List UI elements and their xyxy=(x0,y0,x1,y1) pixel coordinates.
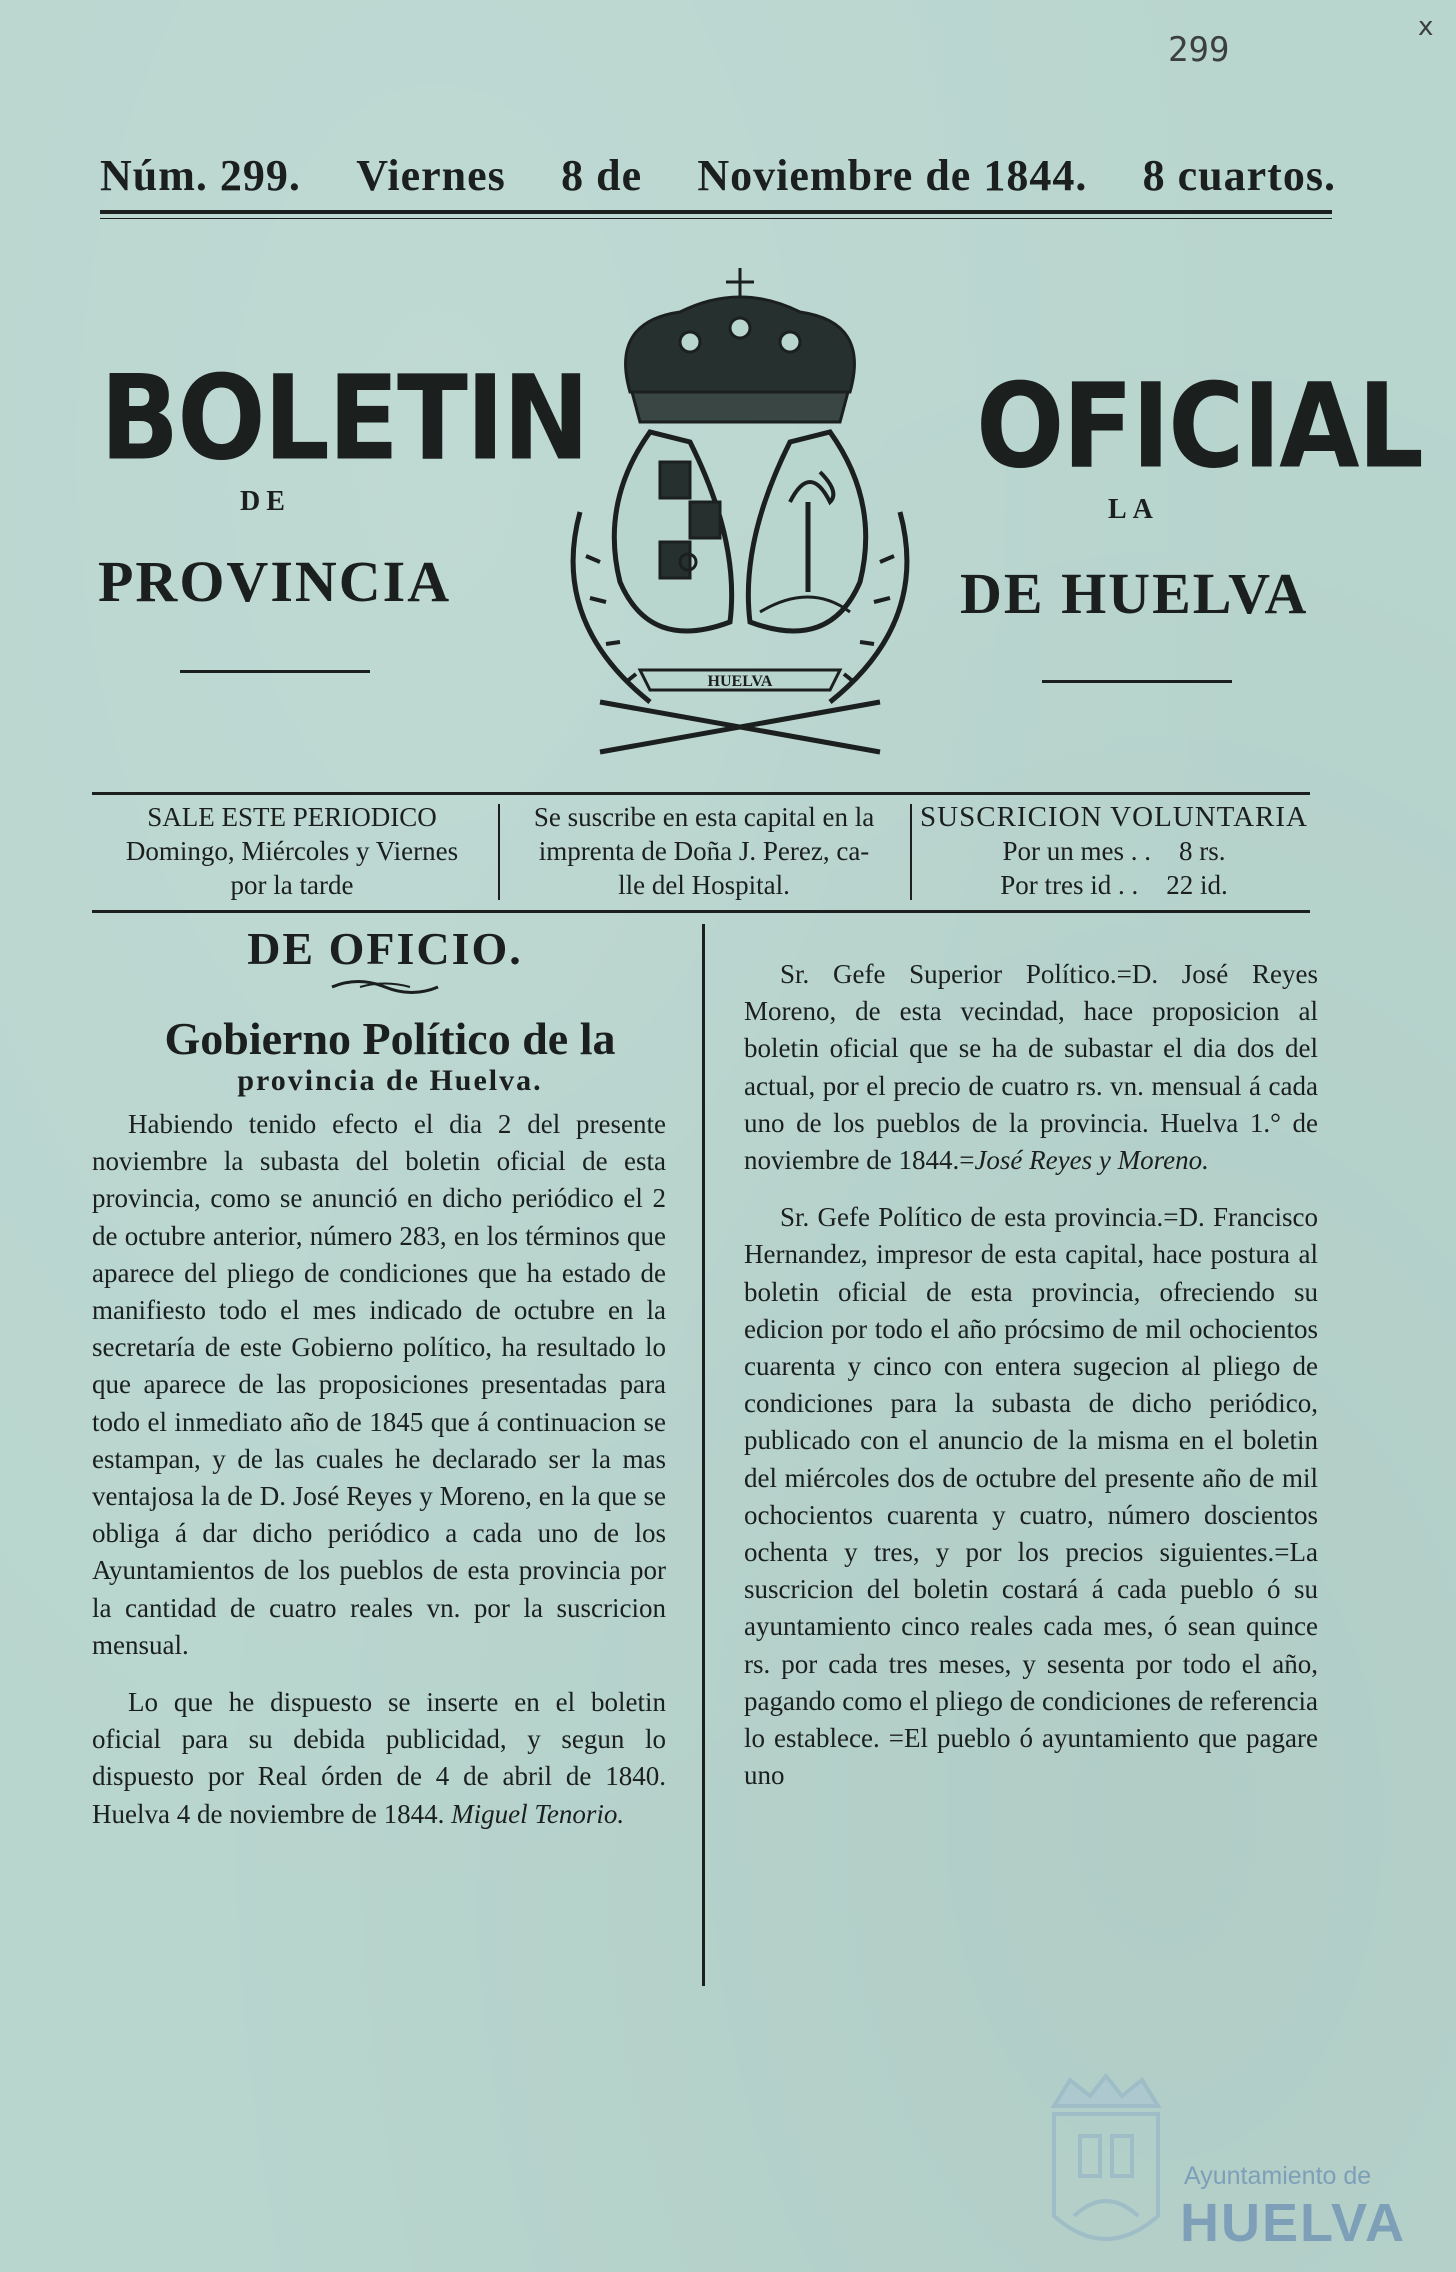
info-divider-1 xyxy=(498,804,500,900)
voluntary-line-2 xyxy=(916,868,1312,902)
masthead-la: LA xyxy=(1108,494,1159,525)
issue-month-year: Noviembre de 1844. xyxy=(697,151,1088,200)
voluntary-line-1 xyxy=(916,834,1312,868)
section-title: DE OFICIO. xyxy=(247,923,523,974)
watermark-line-1: Ayuntamiento de xyxy=(1184,2162,1372,2190)
schedule-line-2: Domingo, Miércoles y Viernes xyxy=(125,836,459,866)
column-divider xyxy=(702,924,705,1986)
masthead-rule-left xyxy=(180,670,370,673)
schedule-line-1: SALE ESTE PERIODICO xyxy=(147,802,437,832)
issue-price: 8 cuartos. xyxy=(1142,151,1336,200)
subscribe-line-2: imprenta de Doña J. Perez, ca- xyxy=(538,836,870,866)
voluntary-line-1-value: 8 rs. xyxy=(1179,836,1226,866)
subscribe-box xyxy=(504,800,904,902)
masthead-de: DE xyxy=(240,486,291,517)
watermark-line-2: HUELVA xyxy=(1180,2193,1406,2253)
section-subtitle: Gobierno Político de la xyxy=(164,1013,616,1064)
voluntary-box xyxy=(916,800,1312,902)
masthead-de-huelva: DE HUELVA xyxy=(960,561,1309,626)
info-top-rule xyxy=(92,792,1310,795)
left-signature: Miguel Tenorio. xyxy=(451,1798,625,1829)
masthead-rule-right xyxy=(1042,680,1232,683)
top-rule xyxy=(100,210,1332,214)
schedule-line-3: por la tarde xyxy=(230,870,354,900)
left-column xyxy=(92,1106,666,1853)
schedule-box xyxy=(92,800,492,902)
subscribe-line-1: Se suscribe en esta capital en la xyxy=(533,802,875,832)
voluntary-line-1-label: Por un mes . . xyxy=(1002,836,1151,866)
left-paragraph-1: Habiendo tenido efecto el dia 2 del presente noviembre la subasta del boletin oficial de esta provincia, como se anunció en dicho periódico el 2 de octubre anterior, número 283, en los términos que aparece del pliego de condiciones que ha estado de manifiesto todo el mes indicado de octubre en la secretaría de este Gobierno político, ha resultado lo que aparece de las proposiciones presentadas para todo el inmediato año de 1845 que á continuacion se estampan, y de las cuales he declarado ser la mas ventajosa la de D. José Reyes y Moreno, en la que se obliga á dar dicho periódico a cada uno de los Ayuntamientos de los pueblos de esta provincia por la cantidad de cuatro reales vn. por la suscricion mensual. xyxy=(92,1109,666,1660)
right-signature-1: José Reyes y Moreno. xyxy=(974,1145,1209,1176)
left-paragraph-2-text: Lo que he dispuesto se inserte en el boletin oficial para su debida publicidad, y segun lo dispuesto por Real órden de 4 de abril de 1840. Huelva 4 de noviembre de 1844. xyxy=(92,1687,666,1829)
issue-day: 8 de xyxy=(561,151,643,200)
issue-line xyxy=(100,150,1336,201)
right-paragraph-1 xyxy=(744,956,1318,1179)
corner-mark: x xyxy=(1418,12,1434,42)
info-bottom-rule xyxy=(92,910,1310,913)
subscribe-line-3: lle del Hospital. xyxy=(618,870,790,900)
right-paragraph-1-text: Sr. Gefe Superior Político.=D. José Reyes Moreno, de esta vecindad, hace proposicion al boletin oficial que se ha de subastar el dia dos del actual, por el precio de cuatro rs. vn. mensual á cada uno de los pueblos de la provincia. Huelva 1.° de noviembre de 1844.= xyxy=(744,959,1318,1176)
voluntary-line-2-value: 22 id. xyxy=(1166,870,1228,900)
coat-of-arms-icon xyxy=(540,262,940,770)
info-divider-2 xyxy=(910,804,912,900)
right-column xyxy=(744,956,1318,1814)
top-rule-thin xyxy=(100,218,1332,219)
masthead-provincia: PROVINCIA xyxy=(98,549,452,614)
crest-label: HUELVA xyxy=(707,673,773,690)
issue-weekday: Viernes xyxy=(356,151,506,200)
ornament-flourish-icon xyxy=(330,978,440,996)
voluntary-line-2-label: Por tres id . . xyxy=(1000,870,1139,900)
voluntary-title: SUSCRICION VOLUNTARIA xyxy=(920,801,1308,833)
info-row xyxy=(92,800,1312,908)
issue-number: Núm. 299. xyxy=(100,151,301,200)
masthead-oficial: OFICIAL xyxy=(976,358,1422,495)
section-subtitle-2: provincia de Huelva. xyxy=(237,1064,543,1097)
masthead-boletin: BOLETIN xyxy=(100,350,588,487)
right-paragraph-2: Sr. Gefe Político de esta provincia.=D. Francisco Hernandez, impresor de esta capital, hace postura al boletin oficial de esta provincia, ofreciendo su edicion por todo el año prócsimo de mil ochocientos cuarenta y cinco con entera sugecion al pliego de condiciones para la subasta de dicho periódico, publicado con el anuncio de la misma en el boletin del miércoles dos de octubre del presente año de mil ochocientos cuarenta y cuatro, número doscientos ochenta y tres, y por los precios siguientes.=La suscricion del boletin costará á cada pueblo ó su ayuntamiento cinco reales cada mes, ó sean quince rs. por cada tres meses, y sesenta por todo el año, pagando como el pliego de condiciones de referencia lo establece. =El pueblo ó ayuntamiento que pagare uno xyxy=(744,1202,1318,1791)
left-paragraph-2 xyxy=(92,1684,666,1833)
handwritten-page-number: 299 xyxy=(1168,30,1230,70)
